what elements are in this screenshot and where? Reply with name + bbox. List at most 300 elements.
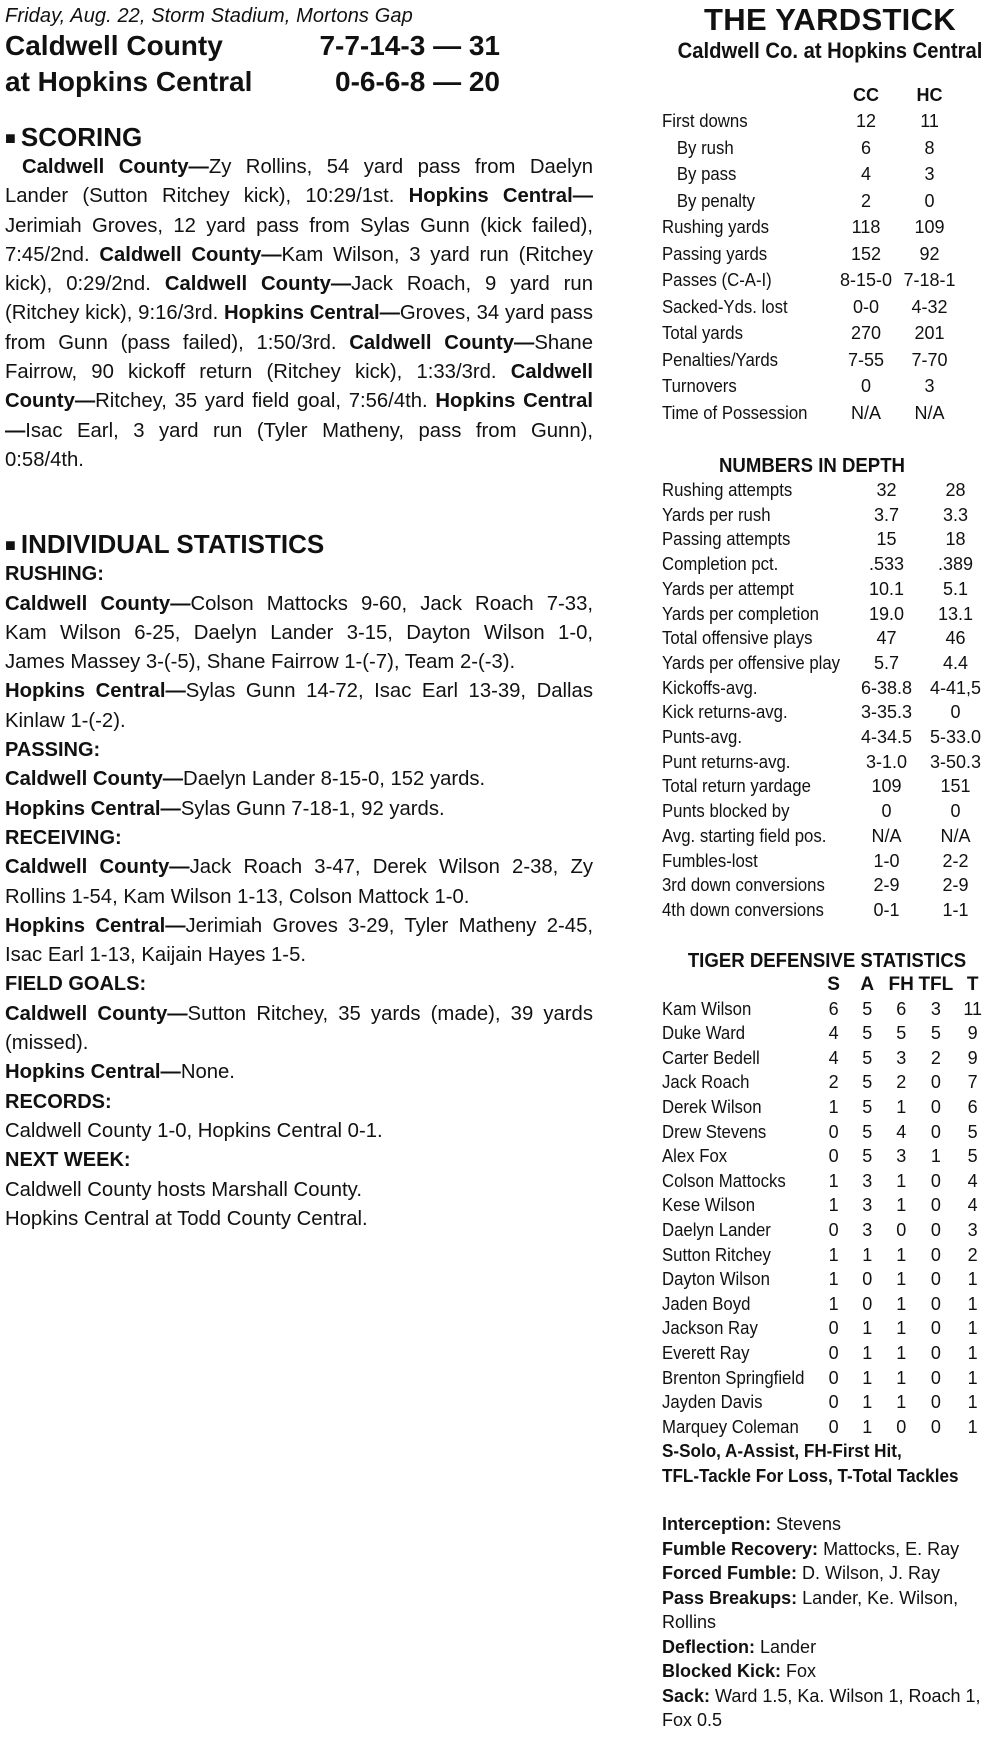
- stat-s: 0: [828, 1367, 839, 1388]
- stat-label: Yards per offensive play: [662, 652, 841, 673]
- hc-value: 18: [945, 529, 966, 550]
- stat-s: 1: [828, 1097, 839, 1118]
- cc-value: 6: [861, 137, 872, 158]
- stat-fh: 1: [896, 1195, 907, 1216]
- stat-t: 5: [967, 1146, 978, 1167]
- hc-value: 2-2: [942, 850, 969, 871]
- defensive-player-row: [662, 1267, 992, 1292]
- defense-legend-line-1: S-Solo, A-Assist, FH-First Hit,: [662, 1441, 902, 1462]
- stat-t: 7: [967, 1072, 978, 1093]
- player-name: Daelyn Lander: [662, 1220, 771, 1240]
- numbers-in-depth-row: [662, 774, 992, 799]
- hc-value: 3: [924, 164, 935, 184]
- away-quarter-scores: [300, 28, 500, 64]
- stat-a: 5: [862, 998, 873, 1019]
- hc-value: 13.1: [937, 603, 974, 624]
- hc-value: 8: [924, 137, 935, 158]
- stat-s: 0: [828, 1318, 839, 1339]
- stat-s: 0: [828, 1146, 839, 1167]
- note-label: Fumble Recovery:: [662, 1538, 819, 1559]
- stat-label: Yards per rush: [662, 504, 771, 525]
- stat-a: 1: [862, 1244, 873, 1265]
- player-name: Jack Roach: [662, 1072, 750, 1093]
- hc-value: 0: [950, 801, 961, 822]
- stat-line: [5, 1117, 593, 1146]
- stat-text: Daelyn Lander 8-15-0, 152 yards.: [183, 768, 486, 791]
- stat-tfl: 0: [930, 1269, 941, 1290]
- yardstick-row: [662, 108, 962, 135]
- yardstick-row: [662, 400, 962, 427]
- stat-label: Total offensive plays: [662, 628, 813, 649]
- hc-value: 3.3: [942, 504, 969, 525]
- defensive-player-row: [662, 1169, 992, 1194]
- stat-line: [5, 912, 593, 971]
- stat-tfl: 1: [930, 1146, 941, 1167]
- defensive-player-row: [662, 1316, 992, 1341]
- stat-tfl: 0: [930, 1121, 941, 1142]
- numbers-in-depth-row: [662, 725, 992, 750]
- stat-s: 1: [828, 1170, 839, 1191]
- column-header-s: S: [827, 973, 840, 995]
- yardstick-row: [662, 294, 962, 321]
- numbers-in-depth-row: [662, 527, 992, 552]
- stat-t: 1: [967, 1392, 978, 1413]
- defensive-note: [662, 1586, 992, 1635]
- cc-value: 0: [881, 801, 892, 822]
- cc-value: 270: [851, 323, 882, 343]
- stat-fh: 4: [896, 1121, 907, 1142]
- hc-value: 2-9: [942, 875, 969, 896]
- numbers-in-depth-row: [662, 651, 992, 676]
- stat-label: Passes (C-A-I): [662, 270, 772, 290]
- stat-fh: 1: [896, 1269, 907, 1290]
- stat-team: Hopkins Central—: [5, 1061, 181, 1084]
- stat-fh: 1: [896, 1342, 907, 1363]
- stat-s: 0: [828, 1342, 839, 1363]
- stat-t: 1: [967, 1269, 978, 1290]
- note-value: Mattocks, E. Ray: [818, 1538, 960, 1559]
- yardstick-row: [662, 135, 962, 162]
- stat-s: 2: [828, 1072, 839, 1093]
- cc-value: 1-0: [873, 850, 900, 871]
- cc-value: 8-15-0: [840, 270, 893, 290]
- cc-value: 0-1: [873, 899, 900, 920]
- stat-text: Caldwell County 1-0, Hopkins Central 0-1.: [5, 1119, 383, 1142]
- scoring-play-text: Zy Rollins, 54 yard pass from Daelyn Lander (Sutton Ritchey kick), 10:29/1st.: [5, 156, 593, 208]
- stat-tfl: 0: [930, 1342, 941, 1363]
- individual-stats-sections: [5, 560, 593, 1234]
- stat-t: 1: [967, 1367, 978, 1388]
- stat-tfl: 0: [930, 1416, 941, 1437]
- defensive-player-row: [662, 1193, 992, 1218]
- yardstick-column: [662, 0, 998, 1733]
- cc-value: 0: [861, 376, 872, 396]
- stat-tfl: 5: [930, 1023, 941, 1044]
- cc-value: 15: [876, 529, 897, 550]
- stat-a: 3: [862, 1195, 873, 1216]
- home-team-name: at Hopkins Central: [5, 66, 253, 97]
- defense-legend-line-2: TFL-Tackle For Loss, T-Total Tackles: [662, 1465, 959, 1486]
- stat-a: 5: [862, 1072, 873, 1093]
- stat-label: Passing yards: [662, 243, 768, 264]
- stat-label: Turnovers: [662, 376, 737, 396]
- cc-value: 4-34.5: [860, 727, 913, 748]
- defensive-player-row: [662, 1021, 992, 1046]
- hc-value: 5-33.0: [929, 727, 982, 748]
- column-header-a: A: [860, 973, 875, 995]
- numbers-in-depth-row: [662, 478, 992, 503]
- stat-a: 1: [862, 1392, 873, 1413]
- stat-category-heading: RECEIVING:: [5, 826, 122, 849]
- player-name: Colson Mattocks: [662, 1170, 786, 1191]
- note-label: Pass Breakups:: [662, 1587, 798, 1608]
- player-name: Jaden Boyd: [662, 1293, 751, 1314]
- stat-tfl: 0: [930, 1392, 941, 1413]
- column-header-t: T: [966, 973, 979, 995]
- stat-tfl: 0: [930, 1097, 941, 1118]
- yardstick-row: [662, 320, 962, 347]
- stat-line: [5, 765, 593, 794]
- stat-s: 0: [828, 1416, 839, 1437]
- stat-s: 0: [828, 1121, 839, 1142]
- hc-value: 7-18-1: [903, 270, 956, 290]
- stat-label: Punt returns-avg.: [662, 751, 791, 772]
- scoreline-home: [5, 64, 593, 100]
- dash: —: [433, 66, 462, 97]
- defensive-stats-title: TIGER DEFENSIVE STATISTICS: [687, 949, 967, 972]
- note-value: Lander, Ke. Wilson, Rollins: [662, 1587, 959, 1633]
- stat-fh: 0: [896, 1220, 907, 1240]
- stat-label: By penalty: [676, 190, 756, 211]
- numbers-in-depth-row: [662, 626, 992, 651]
- cc-value: 4: [861, 164, 872, 184]
- defensive-player-row: [662, 997, 992, 1022]
- defensive-player-row: [662, 1070, 992, 1095]
- scoring-heading: [5, 122, 593, 153]
- scoring-play-text: Ritchey, 35 yard field goal, 7:56/4th.: [95, 390, 436, 413]
- scoring-play-text: Shane Fairrow, 90 kickoff return (Ritchey kick), 1:33/3rd.: [5, 331, 593, 384]
- stat-label: Time of Possession: [662, 402, 808, 423]
- stat-t: 6: [967, 1097, 978, 1118]
- yardstick-row: [662, 373, 962, 400]
- defensive-player-row: [662, 1366, 992, 1391]
- cc-value: 47: [876, 628, 897, 649]
- scoring-play-text: Jerimiah Groves, 12 yard pass from Sylas Gunn (kick failed), 7:45/2nd.: [5, 214, 593, 266]
- individual-stats-heading-text: INDIVIDUAL STATISTICS: [20, 529, 325, 560]
- stat-label: 4th down conversions: [662, 899, 824, 920]
- scoring-team: Caldwell County—: [22, 156, 209, 178]
- scoring-team: Hopkins Central—: [5, 390, 593, 442]
- stat-t: 4: [967, 1195, 978, 1216]
- numbers-in-depth-row: [662, 577, 992, 602]
- stat-label: Punts blocked by: [662, 801, 790, 822]
- defensive-player-row: [662, 1243, 992, 1268]
- yardstick-subtitle: Caldwell Co. at Hopkins Central: [677, 38, 983, 63]
- defensive-player-row: [662, 1292, 992, 1317]
- stat-s: 1: [828, 1293, 839, 1314]
- player-name: Drew Stevens: [662, 1121, 767, 1142]
- stat-category-heading: NEXT WEEK:: [5, 1149, 131, 1172]
- stat-fh: 0: [896, 1416, 907, 1437]
- cc-value: 118: [851, 217, 881, 237]
- stat-label: Total return yardage: [662, 776, 811, 797]
- defensive-player-row: [662, 1390, 992, 1415]
- stat-text: None.: [180, 1061, 235, 1084]
- stat-fh: 3: [896, 1047, 907, 1068]
- cc-value: N/A: [871, 825, 902, 846]
- defensive-player-row: [662, 1341, 992, 1366]
- stat-a: 1: [862, 1416, 873, 1437]
- away-final-score: 31: [468, 30, 500, 61]
- player-name: Everett Ray: [662, 1342, 750, 1363]
- defensive-player-row: [662, 1046, 992, 1071]
- cc-value: 19.0: [868, 603, 905, 624]
- stat-label: Sacked-Yds. lost: [662, 296, 788, 317]
- stat-text: Caldwell County hosts Marshall County.: [5, 1178, 362, 1201]
- note-value: Lander: [755, 1636, 817, 1657]
- player-name: Marquey Coleman: [662, 1416, 799, 1437]
- scoring-team: Hopkins Central—: [408, 185, 593, 208]
- stat-a: 1: [862, 1367, 873, 1388]
- dateline: Friday, Aug. 22, Storm Stadium, Mortons Gap: [5, 5, 413, 27]
- yardstick-row: [662, 214, 962, 241]
- hc-value: 92: [919, 243, 940, 264]
- defensive-note: [662, 1659, 992, 1684]
- away-team-name: Caldwell County: [5, 30, 223, 61]
- stat-label: Rushing yards: [662, 217, 770, 237]
- yardstick-row: [662, 188, 962, 215]
- stat-team: Caldwell County—: [5, 1002, 188, 1025]
- stat-line: [5, 795, 593, 824]
- stat-line: [5, 677, 593, 736]
- stat-text: Sylas Gunn 14-72, Isac Earl 13-39, Dallas Kinlaw 1-(-2).: [5, 680, 593, 732]
- stat-t: 4: [967, 1170, 978, 1191]
- stat-t: 5: [967, 1121, 978, 1142]
- hc-value: 109: [914, 217, 945, 237]
- stat-label: Rushing attempts: [662, 480, 793, 500]
- square-bullet-icon: ■: [5, 535, 16, 556]
- square-bullet-icon: ■: [5, 128, 16, 148]
- column-header-cc: CC: [853, 85, 880, 105]
- note-value: Fox: [781, 1661, 817, 1682]
- stat-fh: 5: [896, 1023, 907, 1044]
- defensive-stats-table: [662, 973, 992, 1440]
- hc-value: N/A: [940, 825, 971, 846]
- note-value: Ward 1.5, Ka. Wilson 1, Roach 1, Fox 0.5: [662, 1685, 981, 1731]
- stat-label: Passing attempts: [662, 529, 791, 550]
- stat-category-heading: FIELD GOALS:: [5, 973, 147, 996]
- stat-line: [5, 590, 593, 678]
- stat-a: 5: [862, 1047, 873, 1068]
- defensive-player-row: [662, 1095, 992, 1120]
- stat-team: Hopkins Central—: [5, 680, 186, 703]
- stat-t: 9: [967, 1023, 978, 1044]
- player-name: Sutton Ritchey: [662, 1244, 771, 1265]
- stat-team: Caldwell County—: [5, 768, 184, 791]
- stat-tfl: 2: [930, 1047, 941, 1068]
- scoring-team: Caldwell County—: [349, 331, 535, 354]
- hc-value: 0: [950, 702, 961, 723]
- player-name: Derek Wilson: [662, 1097, 762, 1118]
- numbers-in-depth-row: [662, 552, 992, 577]
- numbers-in-depth-row: [662, 750, 992, 775]
- scoring-team: Caldwell County—: [164, 273, 352, 296]
- player-name: Kam Wilson: [662, 998, 752, 1019]
- hc-value: 0: [924, 190, 935, 211]
- player-name: Jayden Davis: [662, 1392, 763, 1413]
- stat-line: [5, 853, 593, 912]
- stat-fh: 2: [896, 1072, 907, 1093]
- hc-value: 151: [940, 776, 971, 797]
- defensive-note: [662, 1537, 992, 1562]
- note-label: Interception:: [662, 1514, 772, 1535]
- stat-text: Hopkins Central at Todd County Central.: [5, 1207, 368, 1230]
- scoreline-away: [5, 28, 593, 64]
- defensive-player-row: [662, 1415, 992, 1440]
- stat-team: Caldwell County—: [5, 856, 190, 879]
- cc-value: 5.7: [873, 652, 900, 673]
- stat-s: 4: [828, 1047, 839, 1068]
- scoring-team: Caldwell County—: [99, 243, 282, 266]
- defensive-note: [662, 1561, 992, 1586]
- cc-value: 10.1: [868, 578, 905, 599]
- stat-line: [5, 1176, 593, 1205]
- hc-value: 5.1: [942, 578, 969, 599]
- scoring-play-text: Groves, 34 yard pass from Gunn (pass failed), 1:50/3rd.: [5, 302, 593, 354]
- player-name: Dayton Wilson: [662, 1269, 770, 1290]
- game-story-column: [5, 4, 593, 1234]
- scoring-heading-text: SCORING: [20, 122, 143, 152]
- note-value: D. Wilson, J. Ray: [797, 1563, 941, 1584]
- stat-fh: 1: [896, 1318, 907, 1339]
- home-quarter-scores: [300, 64, 500, 100]
- stat-label: By rush: [676, 137, 734, 158]
- cc-value: N/A: [851, 402, 882, 423]
- stat-team: Hopkins Central—: [5, 914, 186, 937]
- hc-value: .389: [937, 554, 974, 575]
- stat-text: Sylas Gunn 7-18-1, 92 yards.: [180, 797, 445, 820]
- player-name: Brenton Springfield: [662, 1367, 805, 1388]
- note-label: Sack:: [662, 1685, 711, 1706]
- stat-label: Yards per attempt: [662, 578, 794, 599]
- stat-text: Colson Mattocks 9-60, Jack Roach 7-33, Kam Wilson 6-25, Daelyn Lander 3-15, Dayton Wilson 1-0, James Massey 3-(-5), Shane Fairrow 1-(-7), Team 2-(-3).: [5, 592, 593, 674]
- cc-value: 6-38.8: [860, 677, 913, 698]
- stat-t: 1: [967, 1318, 978, 1339]
- hc-value: N/A: [914, 402, 945, 423]
- stat-label: Completion pct.: [662, 554, 779, 575]
- stat-tfl: 0: [930, 1195, 941, 1216]
- defensive-header-row: [662, 973, 992, 997]
- stat-label: Punts-avg.: [662, 727, 743, 748]
- cc-value: 12: [856, 111, 877, 131]
- stat-label: By pass: [676, 164, 737, 184]
- yardstick-label-header: [662, 82, 835, 108]
- cc-value: 0-0: [853, 296, 880, 317]
- stat-label: Fumbles-lost: [662, 850, 758, 871]
- stat-t: 1: [967, 1342, 978, 1363]
- stat-category-heading: RUSHING:: [5, 563, 104, 586]
- stat-a: 5: [862, 1121, 873, 1142]
- yardstick-title: THE YARDSTICK: [704, 2, 956, 37]
- stat-tfl: 0: [930, 1318, 941, 1339]
- home-final-score: 20: [468, 66, 500, 97]
- stat-category-heading: RECORDS:: [5, 1090, 112, 1113]
- cc-value: 32: [876, 480, 897, 500]
- stat-label: Total yards: [662, 323, 743, 343]
- note-value: Stevens: [771, 1514, 842, 1535]
- home-quarters: 0-6-6-8: [335, 66, 426, 97]
- player-name: Alex Fox: [662, 1146, 728, 1167]
- column-header-tfl: TFL: [918, 973, 954, 995]
- dash: —: [433, 30, 462, 61]
- stat-s: 1: [828, 1244, 839, 1265]
- scoring-play-text: Kam Wilson, 3 yard run (Ritchey kick), 0:29/2nd.: [5, 243, 593, 296]
- stat-team: Caldwell County—: [5, 592, 191, 615]
- stat-line: [5, 1205, 593, 1234]
- stat-fh: 1: [896, 1392, 907, 1413]
- stat-fh: 6: [896, 998, 907, 1019]
- stat-a: 1: [862, 1342, 873, 1363]
- numbers-in-depth-row: [662, 849, 992, 874]
- stat-label: Yards per completion: [662, 603, 819, 624]
- stat-tfl: 0: [930, 1072, 941, 1093]
- cc-value: .533: [868, 554, 905, 575]
- stat-tfl: 0: [930, 1244, 941, 1265]
- stat-label: Penalties/Yards: [662, 349, 779, 370]
- stat-t: 1: [967, 1293, 978, 1314]
- hc-value: 3-50.3: [929, 751, 982, 772]
- stat-fh: 1: [896, 1170, 907, 1191]
- numbers-in-depth-row: [662, 602, 992, 627]
- stat-t: 2: [967, 1244, 978, 1265]
- stat-s: 6: [828, 998, 839, 1019]
- scoring-team: Caldwell County—: [5, 361, 593, 413]
- hc-value: 1-1: [942, 899, 969, 920]
- yardstick-row: [662, 241, 962, 268]
- numbers-in-depth-table: [662, 478, 992, 923]
- cc-value: 3.7: [873, 504, 900, 525]
- stat-s: 1: [828, 1269, 839, 1290]
- yardstick-row: [662, 347, 962, 374]
- stat-a: 0: [862, 1269, 873, 1290]
- scoring-play-text: Jack Roach, 9 yard run (Ritchey kick), 9:16/3rd.: [5, 273, 593, 325]
- stat-a: 3: [862, 1170, 873, 1191]
- defensive-notes: [662, 1512, 992, 1733]
- stat-t: 3: [967, 1220, 978, 1240]
- player-header: [662, 973, 817, 997]
- yardstick-header-row: [662, 82, 962, 108]
- stat-label: Kick returns-avg.: [662, 702, 788, 723]
- stat-label: First downs: [662, 111, 748, 131]
- numbers-in-depth-row: [662, 503, 992, 528]
- stat-tfl: 0: [930, 1170, 941, 1191]
- hc-value: 7-70: [911, 349, 948, 370]
- stat-label: Kickoffs-avg.: [662, 677, 758, 698]
- stat-tfl: 0: [930, 1293, 941, 1314]
- cc-value: 3-35.3: [860, 702, 913, 723]
- stat-fh: 1: [896, 1367, 907, 1388]
- stat-s: 1: [828, 1195, 839, 1216]
- stat-text: Jack Roach 3-47, Derek Wilson 2-38, Zy Rollins 1-54, Kam Wilson 1-13, Colson Mattock 1-0.: [5, 856, 593, 908]
- stat-category-heading: PASSING:: [5, 739, 101, 762]
- yardstick-table: [662, 82, 962, 426]
- defensive-player-row: [662, 1120, 992, 1145]
- hc-value: 4-41,5: [929, 677, 982, 698]
- stat-a: 5: [862, 1097, 873, 1118]
- hc-value: 46: [945, 628, 966, 649]
- away-quarters: 7-7-14-3: [319, 30, 426, 61]
- stat-text: Sutton Ritchey, 35 yards (made), 39 yards (missed).: [5, 1002, 593, 1055]
